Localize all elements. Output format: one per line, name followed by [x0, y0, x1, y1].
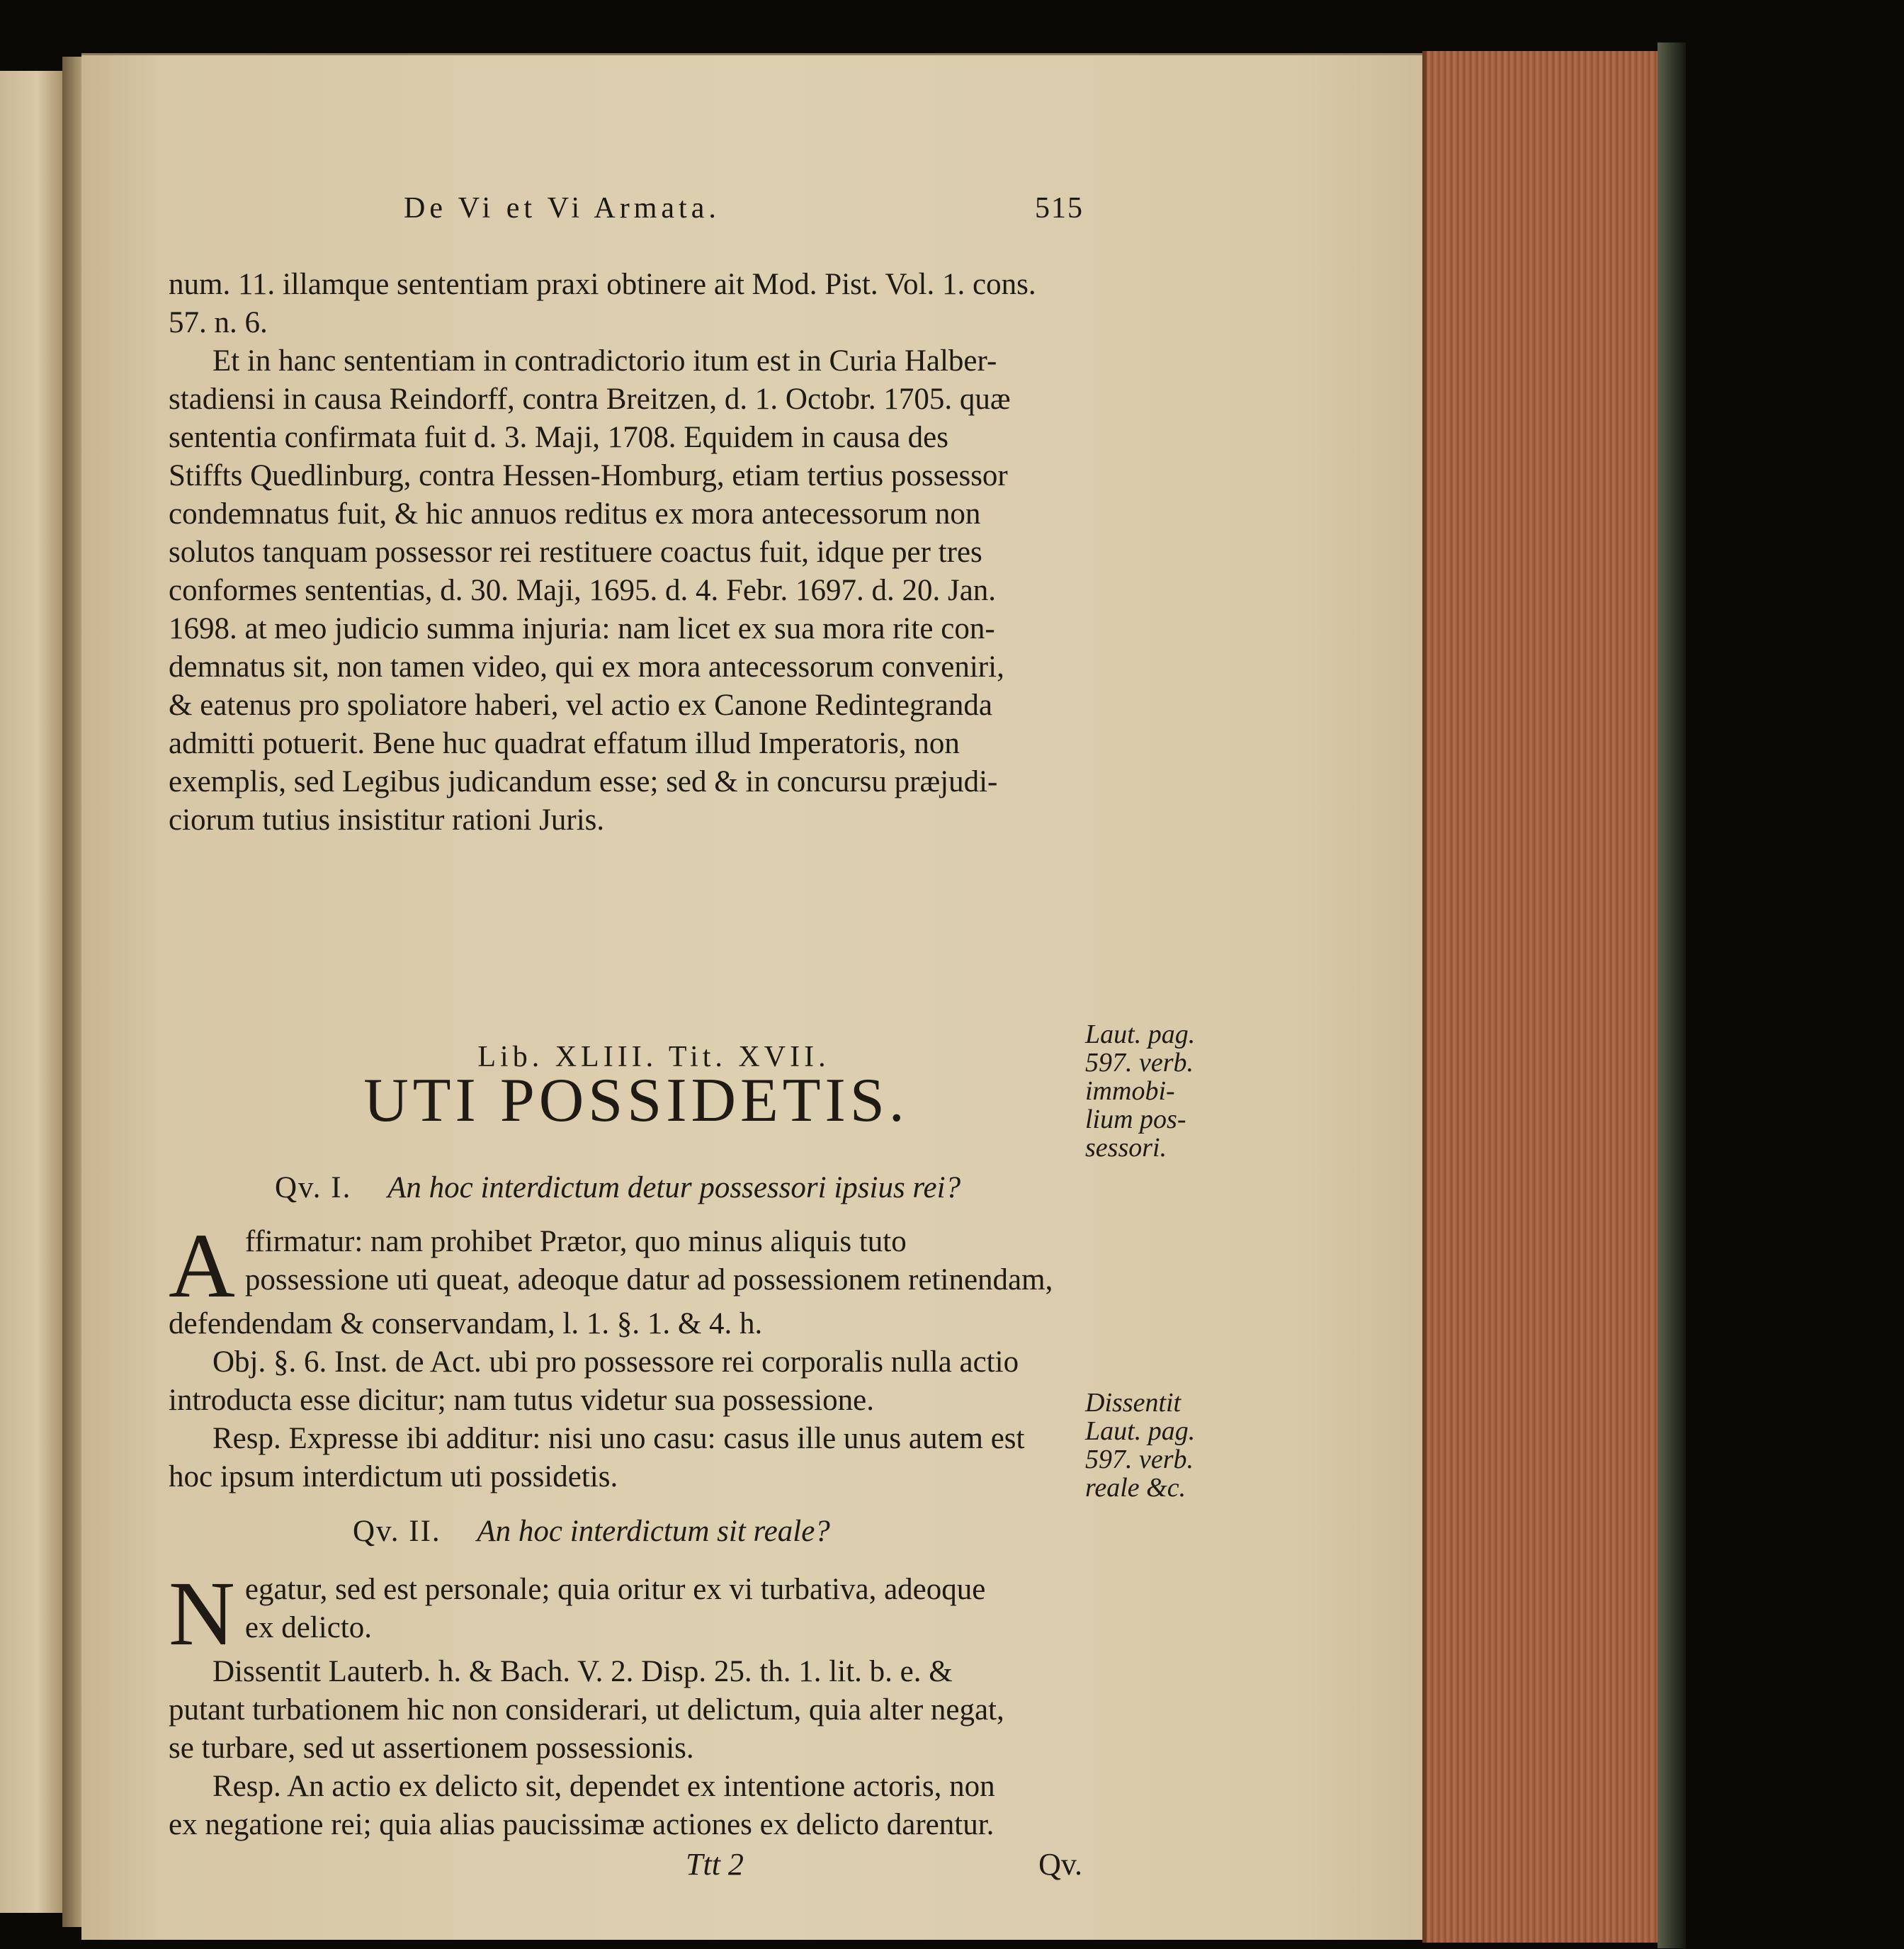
text-line: egatur, sed est personale; quia oritur ex vi turbativa, adeoque [244, 1573, 986, 1606]
book-gutter [62, 57, 84, 1927]
text-line: demnatus sit, non tamen video, qui ex mora antecessorum conveniri, [169, 650, 1004, 684]
marginal-note-2 [1085, 1389, 1220, 1502]
text-line: possessione uti queat, adeoque datur ad possessionem retinendam, [244, 1263, 1053, 1296]
text-line: condemnatus fuit, & hic annuos reditus ex mora antecessorum non [169, 497, 981, 531]
answer-body [169, 1215, 1082, 1496]
text-line: Obj. §. 6. Inst. de Act. ubi pro possessore rei corporalis nulla actio [212, 1345, 1019, 1379]
text-line: solutos tanquam possessor rei restituere coactus fuit, idque per tres [169, 536, 982, 569]
facing-page-edge [0, 71, 65, 1913]
page-text [169, 188, 1082, 1882]
margin-line: immobi- [1085, 1076, 1175, 1106]
margin-line: Laut. pag. [1085, 1416, 1196, 1446]
running-title: De Vi et Vi Armata. [404, 192, 720, 225]
text-line: sententia confirmata fuit d. 3. Maji, 1708. Equidem in causa des [169, 421, 948, 454]
text-line: putant turbationem hic non considerari, ut delictum, quia alter negat, [169, 1693, 1004, 1727]
text-line: ex delicto. [244, 1611, 372, 1644]
margin-line: Laut. pag. [1085, 1019, 1196, 1049]
margin-line: 597. verb. [1085, 1445, 1194, 1474]
page-number: 515 [1035, 192, 1084, 225]
text-line: hoc ipsum interdictum uti possidetis. [169, 1460, 618, 1493]
margin-line: Dissentit [1085, 1388, 1182, 1418]
text-line: defendendam & conservandam, l. 1. §. 1. & 4. h. [169, 1307, 763, 1340]
question-text: An hoc interdictum sit reale? [477, 1515, 830, 1548]
answer-body [169, 1563, 1082, 1844]
text-line: admitti potuerit. Bene huc quadrat effatum illud Imperatoris, non [169, 727, 960, 760]
drop-cap: N [169, 1563, 235, 1665]
drop-cap: A [169, 1215, 235, 1317]
question-heading [353, 1513, 1082, 1551]
text-line: conformes sententias, d. 30. Maji, 1695. d. 4. Febr. 1697. d. 20. Jan. [169, 574, 997, 607]
question-label: Qv. I. [275, 1171, 352, 1204]
text-line: ex negatione rei; quia alias paucissimæ actiones ex delicto darentur. [169, 1808, 994, 1841]
text-line: Dissentit Lauterb. h. & Bach. V. 2. Disp. 25. th. 1. lit. b. e. & [212, 1655, 953, 1688]
text-line: Resp. An actio ex delicto sit, dependet ex intentione actoris, non [212, 1770, 995, 1803]
opening-paragraph [169, 266, 1082, 840]
page-edges [1422, 51, 1662, 1943]
question-1 [169, 1169, 1082, 1496]
text-line: Stiffts Quedlinburg, contra Hessen-Homburg, etiam tertius possessor [169, 459, 1008, 492]
text-line: Et in hanc sententiam in contradictorio itum est in Curia Halber- [212, 344, 997, 378]
text-line: stadiensi in causa Reindorff, contra Breitzen, d. 1. Octobr. 1705. quæ [169, 383, 1011, 416]
text-line: 57. n. 6. [169, 306, 268, 339]
margin-line: 597. verb. [1085, 1048, 1194, 1078]
margin-line: sessori. [1085, 1133, 1167, 1163]
text-line: Resp. Expresse ibi additur: nisi uno casu: casus ille unus autem est [212, 1422, 1025, 1455]
signature-mark: Ttt 2 [686, 1847, 744, 1882]
margin-line: reale &c. [1085, 1473, 1186, 1503]
text-line: & eatenus pro spoliatore haberi, vel actio ex Canone Redintegranda [169, 689, 992, 722]
margin-line: lium pos- [1085, 1105, 1186, 1134]
text-line: exemplis, sed Legibus judicandum esse; sed & in concursu præjudi- [169, 765, 998, 798]
section-title: UTI POSSIDETIS. [363, 1066, 909, 1135]
text-line: num. 11. illamque sententiam praxi obtinere ait Mod. Pist. Vol. 1. cons. [169, 268, 1036, 301]
question-heading [275, 1169, 1082, 1207]
question-2 [169, 1513, 1082, 1844]
book-cover-edge [1658, 43, 1686, 1948]
text-line: se turbare, sed ut assertionem possessionis. [169, 1731, 694, 1765]
text-line: ffirmatur: nam prohibet Prætor, quo minus aliquis tuto [244, 1225, 907, 1258]
book-title-reference: Lib. XLIII. Tit. XVII. [477, 1041, 830, 1073]
marginal-note-1 [1085, 1020, 1220, 1162]
text-line: ciorum tutius insistitur rationi Juris. [169, 803, 605, 837]
question-text: An hoc interdictum detur possessori ipsius rei? [387, 1171, 961, 1204]
catchword: Qv. [1038, 1847, 1082, 1882]
text-line: 1698. at meo judicio summa injuria: nam licet ex sua mora rite con- [169, 612, 995, 645]
text-line: introducta esse dicitur; nam tutus videtur sua possessione. [169, 1384, 874, 1417]
question-label: Qv. II. [353, 1515, 441, 1548]
section-title-block [169, 1038, 1082, 1135]
